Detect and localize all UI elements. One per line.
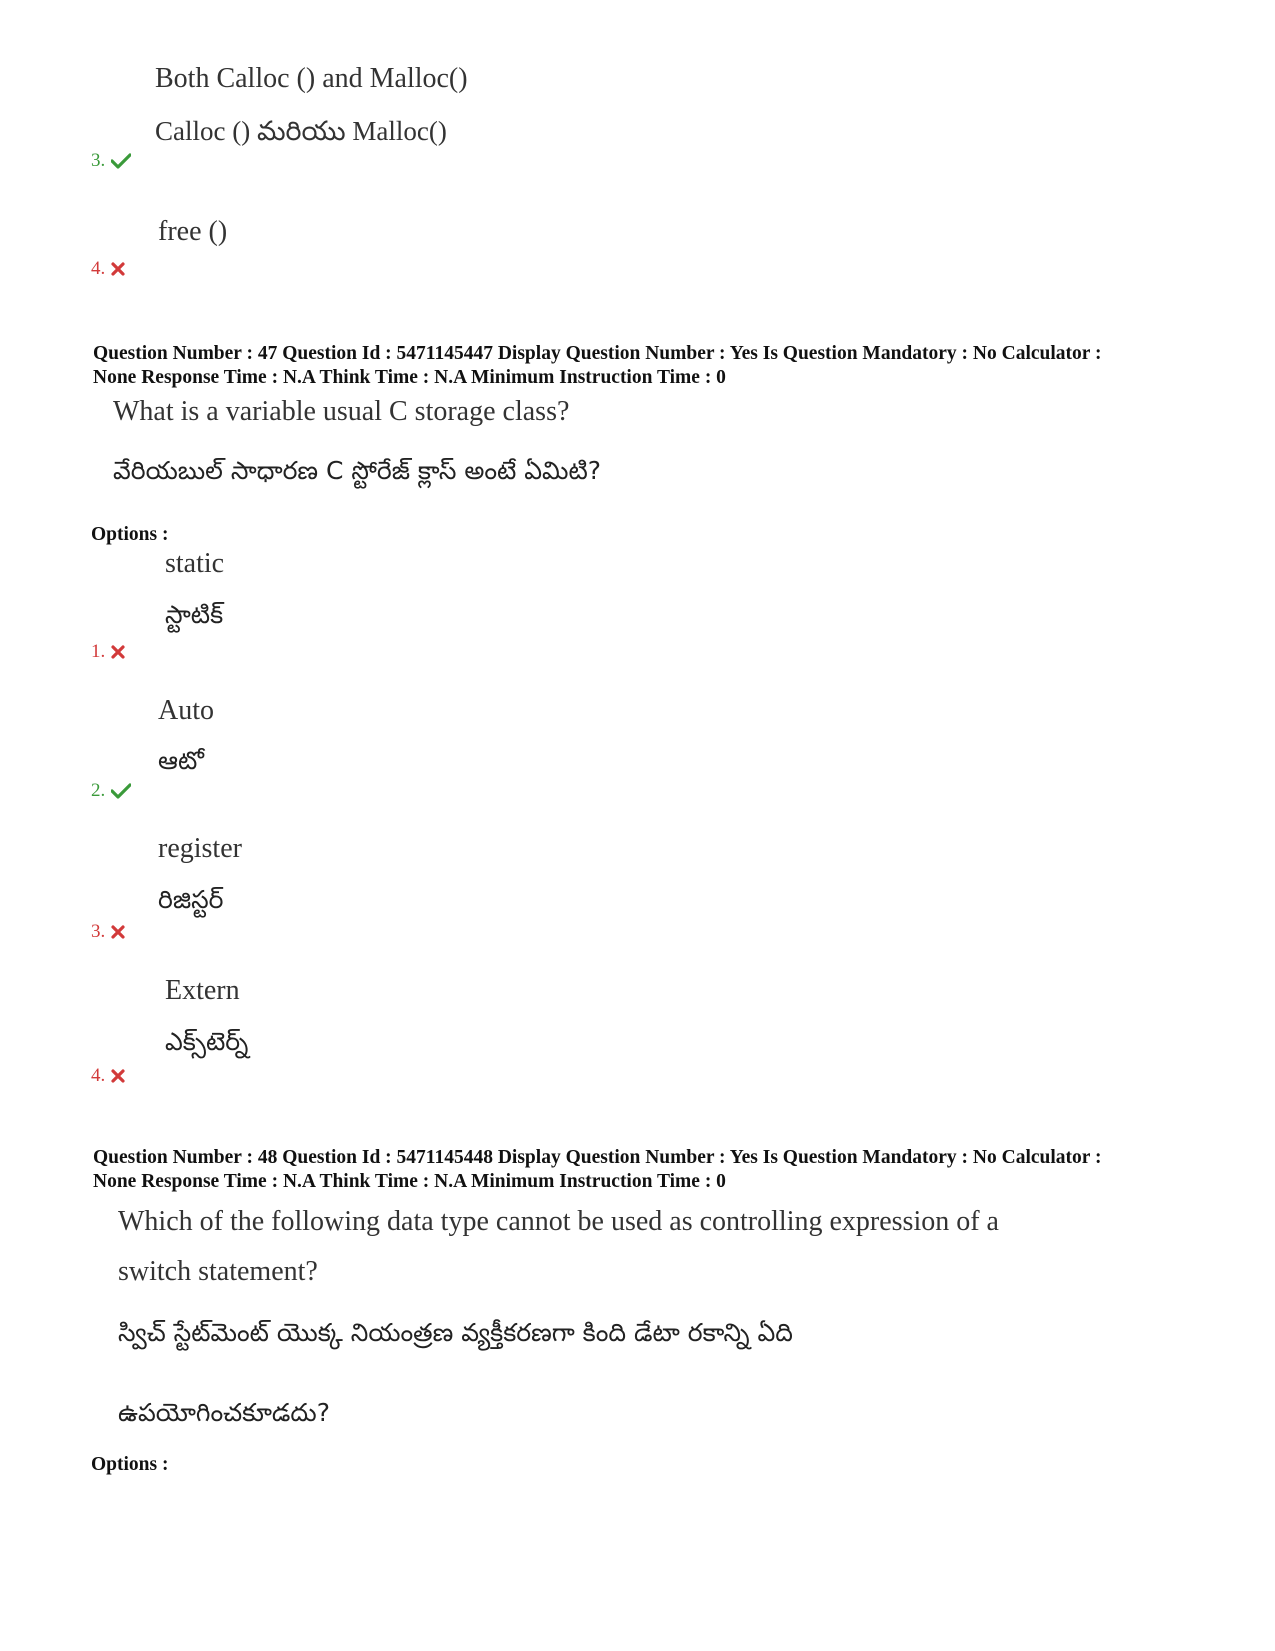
question-meta-line1: Question Number : 48 Question Id : 5471145448 Display Question Number : Yes Is Question Mandatory : No Calculator : — [93, 1147, 1102, 1168]
option-number: 3. — [91, 921, 106, 942]
option-4-text-te: ఎక్స్‌టెర్న్ — [165, 1027, 249, 1056]
question-48-text-en-line1: Which of the following data type cannot be used as controlling expression of a — [118, 1206, 999, 1237]
option-1-text-te: స్టాటిక్ — [165, 600, 224, 629]
cross-mark-icon — [111, 1069, 125, 1083]
option-3-marker — [91, 150, 131, 172]
option-3-text-te: రిజిస్టర్ — [158, 885, 224, 914]
question-meta-line1: Question Number : 47 Question Id : 5471145447 Display Question Number : Yes Is Question Mandatory : No Calculator : — [93, 343, 1102, 364]
question-meta-line2: None Response Time : N.A Think Time : N.A Minimum Instruction Time : 0 — [93, 367, 726, 388]
option-number: 2. — [91, 780, 106, 801]
option-3-text-en: register — [158, 833, 242, 864]
option-number: 1. — [91, 641, 106, 662]
option-4-marker — [91, 258, 125, 280]
cross-mark-icon — [111, 925, 125, 939]
option-number: 4. — [91, 1065, 106, 1086]
option-1-text-en: static — [165, 548, 225, 579]
option-number: 4. — [91, 258, 106, 279]
option-4-text-en: Extern — [165, 975, 240, 1006]
question-47-text-en: What is a variable usual C storage class? — [113, 396, 570, 427]
option-2-text-te: ఆటో — [158, 746, 204, 775]
question-meta-line2: None Response Time : N.A Think Time : N.A Minimum Instruction Time : 0 — [93, 1171, 726, 1192]
question-48-text-te-line1: స్విచ్ స్టేట్‌మెంట్ యొక్క నియంత్రణ వ్యక్తీకరణగా కింది డేటా రకాన్ని ఏది — [118, 1318, 793, 1347]
question-47-text-te: వేరియబుల్ సాధారణ C స్టోరేజ్ క్లాస్ అంటే ఏమిటి? — [113, 456, 602, 485]
question-48-meta — [93, 1146, 1203, 1194]
options-label: Options : — [91, 524, 169, 545]
option-2-text-en: Auto — [158, 695, 214, 726]
option-4-marker — [91, 1065, 125, 1087]
option-1-marker — [91, 641, 125, 663]
question-47-meta — [93, 342, 1203, 390]
option-2-marker — [91, 780, 131, 802]
options-label: Options : — [91, 1454, 169, 1475]
check-mark-icon — [111, 783, 131, 799]
question-48-text-en-line2: switch statement? — [118, 1256, 318, 1287]
cross-mark-icon — [111, 262, 125, 276]
option-number: 3. — [91, 150, 106, 171]
question-48-text-te-line2: ఉపయోగించకూడదు? — [118, 1398, 330, 1427]
cross-mark-icon — [111, 645, 125, 659]
option-4-text-en: free () — [158, 216, 228, 247]
option-3-text-en: Both Calloc () and Malloc() — [155, 63, 468, 94]
option-3-text-te: Calloc () మరియు Malloc() — [155, 116, 447, 146]
check-mark-icon — [111, 153, 131, 169]
option-3-marker — [91, 921, 125, 943]
